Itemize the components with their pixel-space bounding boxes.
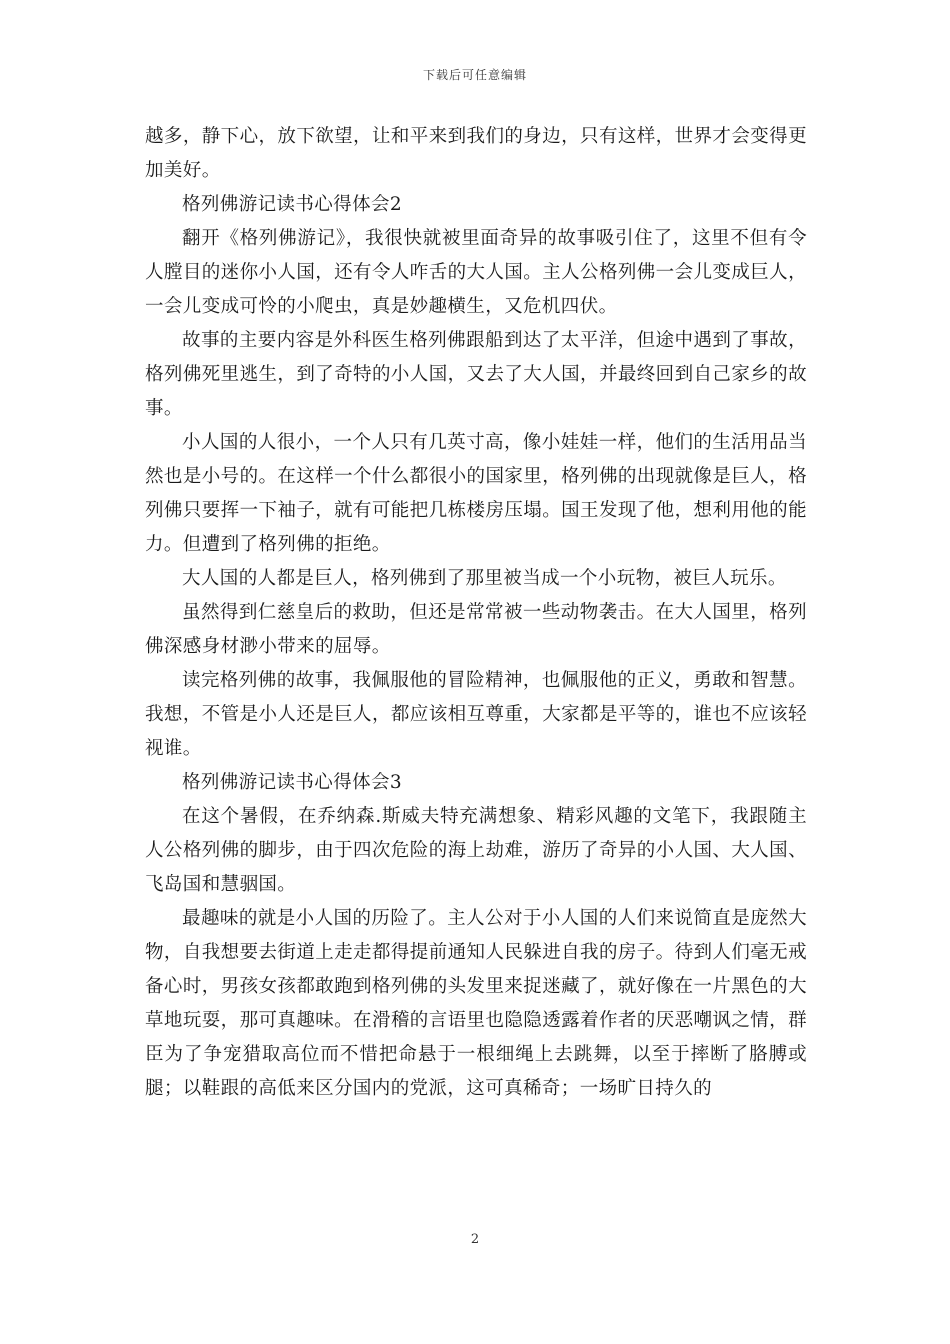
paragraph: 在这个暑假，在乔纳森.斯威夫特充满想象、精彩风趣的文笔下，我跟随主人公格列佛的脚步，由于四次危险的海上劫难，游历了奇异的小人国、大人国、飞岛国和慧骃国。 — [145, 806, 807, 895]
paragraph-continued: 越多，静下心，放下欲望，让和平来到我们的身边，只有这样，世界才会变得更加美好。 — [145, 126, 807, 181]
page-number: 2 — [470, 1232, 480, 1247]
section-heading-2: 格列佛游记读书心得体会2 — [182, 194, 403, 215]
page-header: 下载后可任意编辑 — [422, 68, 527, 82]
document-body — [145, 120, 807, 1106]
paragraph: 小人国的人很小，一个人只有几英寸高，像小娃娃一样，他们的生活用品当然也是小号的。在这样一个什么都很小的国家里，格列佛的出现就像是巨人，格列佛只要挥一下袖子，就有可能把几栋楼房压塌。国王发现了他，想利用他的能力。但遭到了格列佛的拒绝。 — [145, 432, 807, 555]
paragraph: 翻开《格列佛游记》，我很快就被里面奇异的故事吸引住了，这里不但有令人膛目的迷你小人国，还有令人咋舌的大人国。主人公格列佛一会儿变成巨人，一会儿变成可怜的小爬虫，真是妙趣横生，又危机四伏。 — [145, 228, 807, 317]
paragraph: 读完格列佛的故事，我佩服他的冒险精神，也佩服他的正义，勇敢和智慧。我想，不管是小人还是巨人，都应该相互尊重，大家都是平等的，谁也不应该轻视谁。 — [145, 670, 807, 759]
section-heading-3: 格列佛游记读书心得体会3 — [182, 772, 403, 793]
paragraph: 最趣味的就是小人国的历险了。主人公对于小人国的人们来说简直是庞然大物，自我想要去街道上走走都得提前通知人民躲进自我的房子。待到人们毫无戒备心时，男孩女孩都敢跑到格列佛的头发里来捉迷藏了，就好像在一片黑色的大草地玩耍，那可真趣味。在滑稽的言语里也隐隐透露着作者的厌恶嘲讽之情，群臣为了争宠猎取高位而不惜把命悬于一根细绳上去跳舞，以至于摔断了胳膊或腿；以鞋跟的高低来区分国内的党派，这可真稀奇；一场旷日持久的 — [145, 908, 807, 1099]
paragraph: 故事的主要内容是外科医生格列佛跟船到达了太平洋，但途中遇到了事故，格列佛死里逃生，到了奇特的小人国，又去了大人国，并最终回到自己家乡的故事。 — [145, 330, 807, 419]
paragraph: 大人国的人都是巨人，格列佛到了那里被当成一个小玩物，被巨人玩乐。 — [182, 568, 787, 589]
paragraph: 虽然得到仁慈皇后的救助，但还是常常被一些动物袭击。在大人国里，格列佛深感身材渺小带来的屈辱。 — [145, 602, 807, 657]
